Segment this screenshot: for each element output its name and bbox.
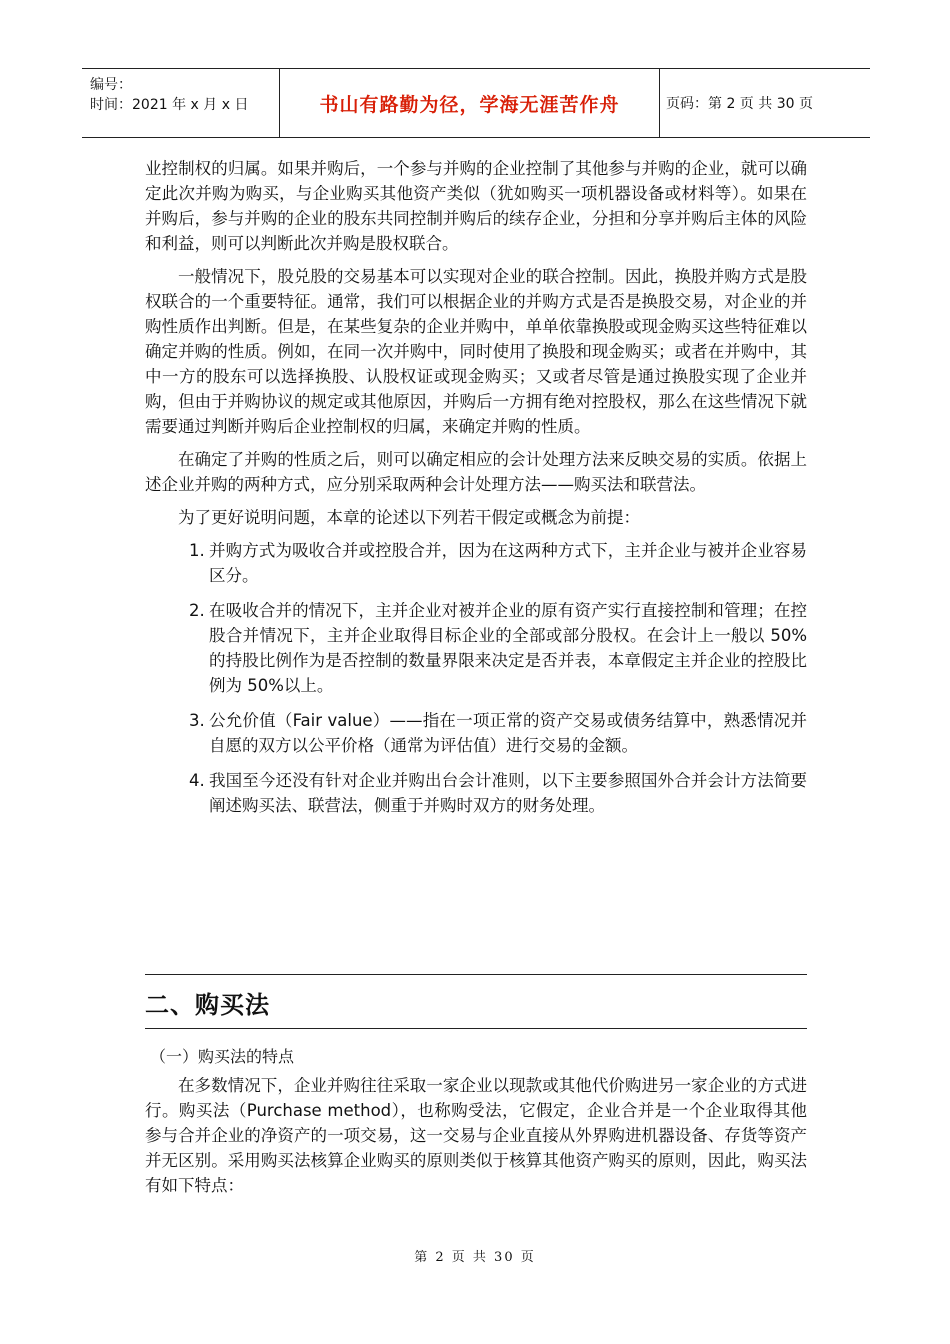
page-header: [82, 68, 870, 138]
list-text: 公允价值（Fair value）——指在一项正常的资产交易或债务结算中，熟悉情况并自愿的双方以公平价格（通常为评估值）进行交易的金额。: [209, 711, 807, 755]
page-footer: 第 2 页 共 30 页: [414, 1250, 536, 1265]
header-motto: 书山有路勤为径，学海无涯苦作舟: [319, 93, 620, 116]
list-item: [145, 598, 807, 698]
list-text: 在吸收合并的情况下，主并企业对被并企业的原有资产实行直接控制和管理；在控股合并情况下，主并企业取得目标企业的全部或部分股权。在会计上一般以 50%的持股比例作为是否控制的数量界限来决定是否并表，本章假定主并企业的控股比例为 50%以上。: [209, 601, 807, 695]
section-content: [145, 1073, 807, 1206]
list-number: 1.: [189, 541, 205, 560]
header-motto-cell: [280, 69, 660, 137]
list-number: 4.: [189, 771, 205, 790]
paragraph-accounting-methods: 在确定了并购的性质之后，则可以确定相应的会计处理方法来反映交易的实质。依据上述企业并购的两种方式，应分别采取两种会计处理方法——购买法和联营法。: [145, 450, 807, 494]
section-rule-top: [145, 974, 807, 975]
list-item: [145, 708, 807, 758]
list-text: 并购方式为吸收合并或控股合并，因为在这两种方式下，主并企业与被并企业容易区分。: [209, 541, 807, 585]
list-number: 3.: [189, 711, 205, 730]
paragraph-continuation: 业控制权的归属。如果并购后，一个参与并购的企业控制了其他参与并购的企业，就可以确定此次并购为购买，与企业购买其他资产类似（犹如购买一项机器设备或材料等）。如果在并购后，参与并购的企业的股东共同控制并购后的续存企业，分担和分享并购后主体的风险和利益，则可以判断此次并购是股权联合。: [145, 159, 807, 253]
list-item: [145, 538, 807, 588]
paragraph-share-exchange: 一般情况下，股兑股的交易基本可以实现对企业的联合控制。因此，换股并购方式是股权联合的一个重要特征。通常，我们可以根据企业的并购方式是否是换股交易，对企业的并购性质作出判断。但是，在某些复杂的企业并购中，单单依靠换股或现金购买这些特征难以确定并购的性质。例如，在同一次并购中，同时使用了换股和现金购买；或者在并购中，其中一方的股东可以选择换股、认股权证或现金购买；又或者尽管是通过换股实现了企业并购，但由于并购协议的规定或其他原因，并购后一方拥有绝对控股权，那么在这些情况下就需要通过判断并购后企业控制权的归属，来确定并购的性质。: [145, 267, 807, 436]
serial-label: 编号：: [90, 77, 132, 93]
header-page-info: 页码：第 2 页 共 30 页: [666, 96, 813, 112]
paragraph-purchase-method: 在多数情况下，企业并购往往采取一家企业以现款或其他代价购进另一家企业的方式进行。购买法（Purchase method），也称购受法，它假定，企业合并是一个企业取得其他参与合并企业的净资产的一项交易，这一交易与企业直接从外界购进机器设备、存货等资产并无区别。采用购买法核算企业购买的原则类似于核算其他资产购买的原则，因此，购买法有如下特点：: [145, 1076, 807, 1195]
section-rule-bottom: [145, 1028, 807, 1029]
list-number: 2.: [189, 601, 205, 620]
body-content: [145, 156, 807, 828]
paragraph-assumptions-intro: 为了更好说明问题，本章的论述以下列若干假定或概念为前提：: [178, 508, 640, 527]
header-meta: [82, 69, 280, 137]
section-title: 二、购买法: [145, 991, 270, 1019]
list-item: [145, 768, 807, 818]
assumptions-list: [145, 538, 807, 818]
sub-section-title: （一）购买法的特点: [150, 1047, 295, 1066]
list-text: 我国至今还没有针对企业并购出台会计准则，以下主要参照国外合并会计方法简要阐述购买法、联营法，侧重于并购时双方的财务处理。: [209, 771, 807, 815]
time-label: 时间：2021 年 x 月 x 日: [90, 97, 249, 113]
